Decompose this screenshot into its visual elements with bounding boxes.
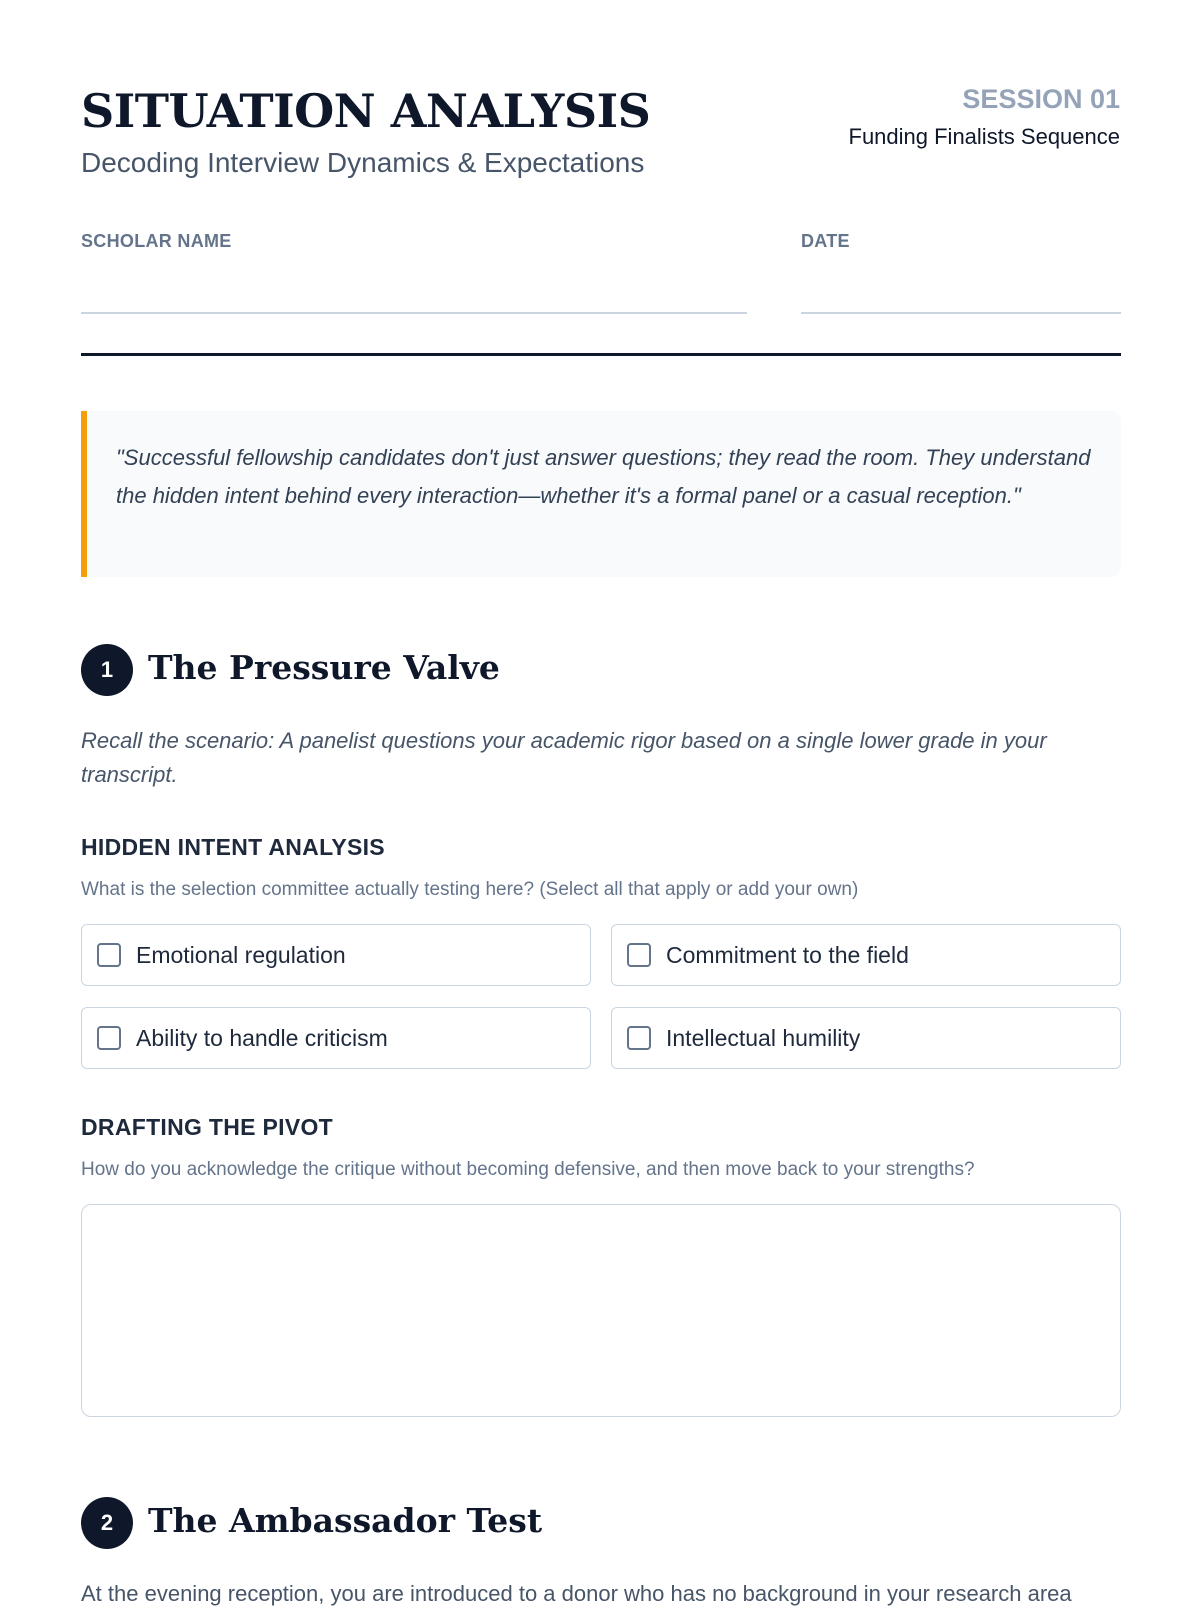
section-number-badge: 1 (81, 644, 133, 696)
option-label: Emotional regulation (136, 941, 346, 968)
drafting-pivot-heading: DRAFTING THE PIVOT (81, 1114, 334, 1140)
page-title: SITUATION ANALYSIS (81, 84, 651, 138)
checkbox[interactable] (627, 943, 651, 967)
scenario-text: At the evening reception, you are introduced to a donor who has no background in your research area (81, 1581, 1072, 1606)
option-commitment-to-field[interactable] (611, 924, 1121, 986)
pivot-response-textarea[interactable] (81, 1204, 1121, 1417)
hidden-intent-helper: What is the selection committee actually testing here? (Select all that apply or add your own) (81, 879, 859, 900)
scholar-name-label: SCHOLAR NAME (81, 231, 232, 251)
checkbox[interactable] (97, 1026, 121, 1050)
section-title: The Pressure Valve (148, 648, 500, 687)
intro-quote (81, 411, 1121, 577)
section-number-badge: 2 (81, 1497, 133, 1549)
hidden-intent-heading: HIDDEN INTENT ANALYSIS (81, 834, 385, 860)
page-subtitle: Decoding Interview Dynamics & Expectations (81, 147, 645, 178)
drafting-pivot-helper: How do you acknowledge the critique without becoming defensive, and then move back to your strengths? (81, 1159, 975, 1180)
option-label: Commitment to the field (666, 941, 909, 968)
checkbox[interactable] (627, 1026, 651, 1050)
scenario-text: Recall the scenario: A panelist questions your academic rigor based on a single lower grade in your transcript. (81, 728, 1047, 787)
quote-text: "Successful fellowship candidates don't just answer questions; they read the room. They understand the hidden intent behind every interaction—whether it's a formal panel or a casual reception." (116, 445, 1091, 508)
option-label: Intellectual humility (666, 1024, 861, 1051)
date-field[interactable] (801, 262, 1121, 314)
header-divider (81, 353, 1121, 356)
sequence-label: Funding Finalists Sequence (848, 124, 1120, 149)
option-label: Ability to handle criticism (136, 1024, 388, 1051)
section-title: The Ambassador Test (148, 1501, 543, 1540)
option-handle-criticism[interactable] (81, 1007, 591, 1069)
checkbox[interactable] (97, 943, 121, 967)
date-label: DATE (801, 231, 850, 251)
session-label: SESSION 01 (962, 84, 1120, 114)
option-intellectual-humility[interactable] (611, 1007, 1121, 1069)
option-emotional-regulation[interactable] (81, 924, 591, 986)
scholar-name-field[interactable] (81, 262, 747, 314)
